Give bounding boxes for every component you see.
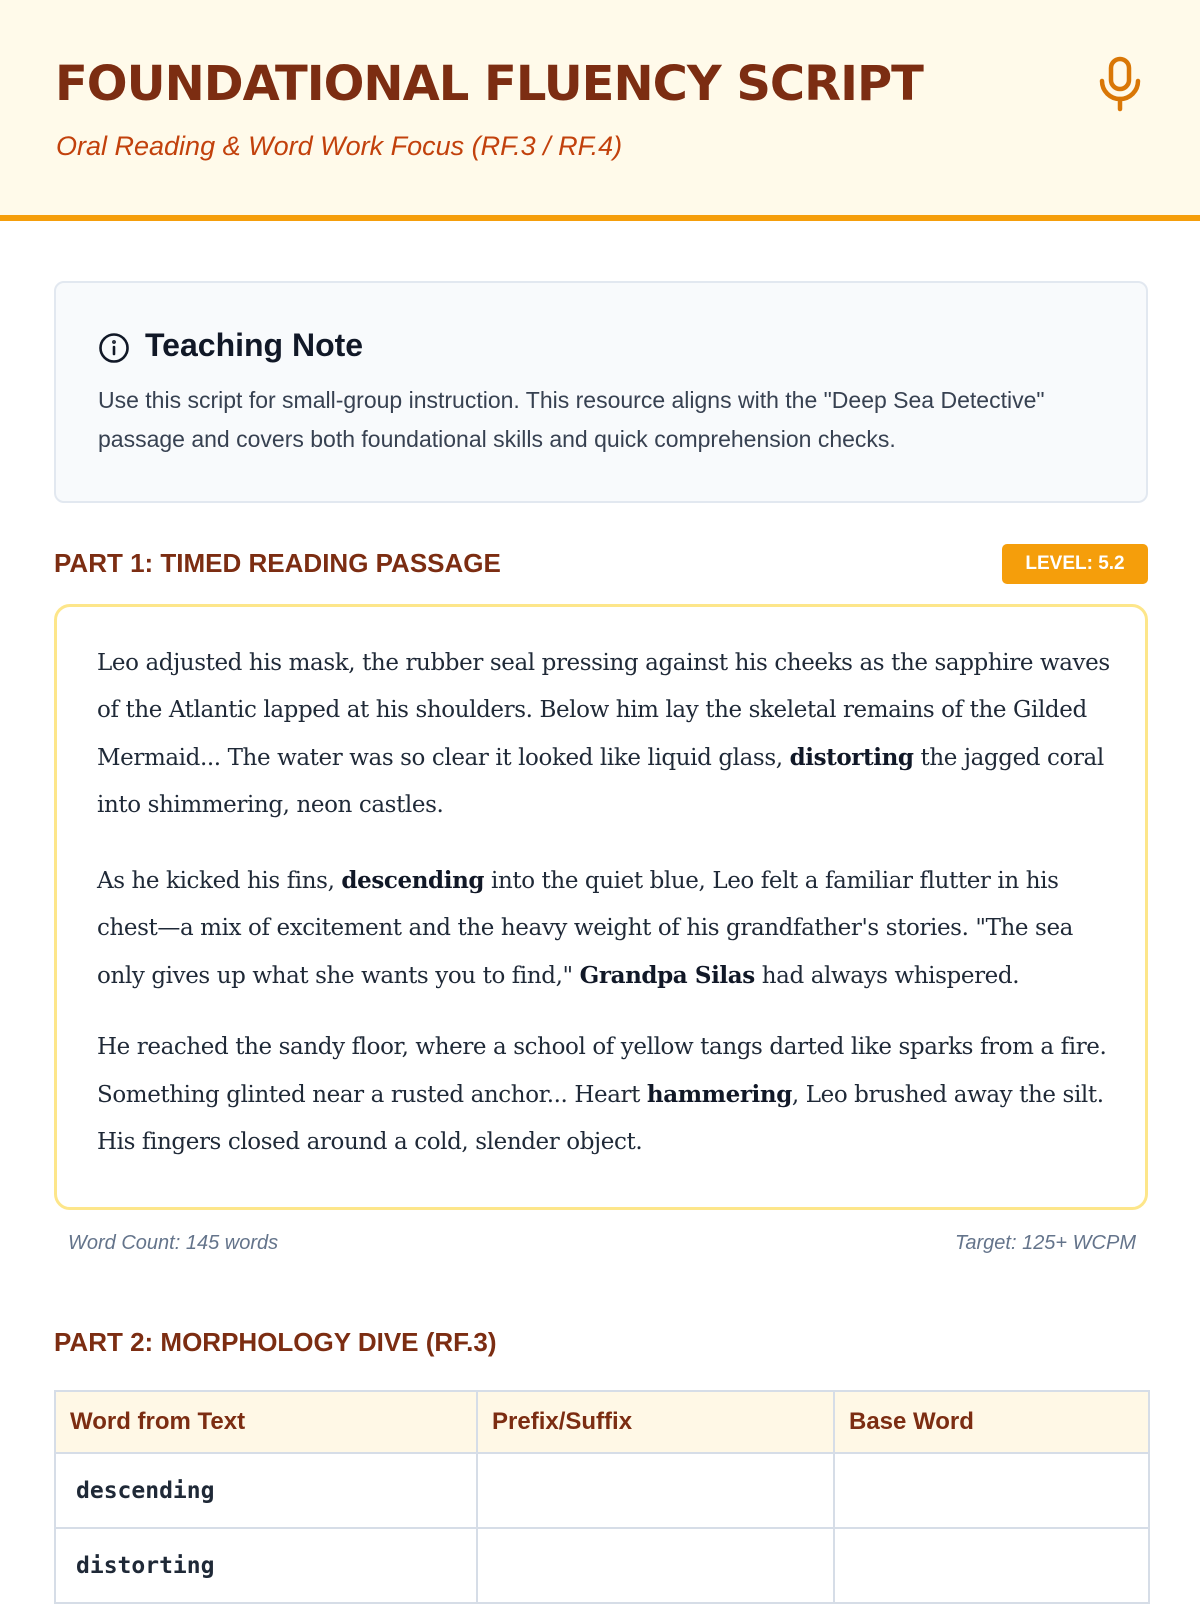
table-row (55, 1453, 1149, 1528)
table-cell-affix[interactable] (477, 1453, 834, 1528)
target-wcpm: Target: 125+ WCPM (954, 1232, 1136, 1254)
reading-passage (54, 604, 1148, 1210)
page-title: FOUNDATIONAL FLUENCY SCRIPT (55, 56, 923, 112)
character-name: Grandpa Silas (579, 962, 755, 989)
part1-title: PART 1: TIMED READING PASSAGE (54, 548, 501, 578)
column-header: Base Word (834, 1391, 1149, 1453)
microphone-icon[interactable] (1096, 56, 1144, 112)
word-count: Word Count: 145 words (68, 1232, 279, 1254)
table-row (55, 1528, 1149, 1603)
passage-paragraph: Leo adjusted his mask, the rubber seal pressing against his cheeks as the sapphire waves of the Atlantic lapped at his shoulders. Below him lay the skeletal remains of the Gilded Mermaid... The water was so clear it looked like liquid glass, distorting the jagged coral into shimmering, neon castles. (97, 650, 1110, 818)
table-cell-affix[interactable] (477, 1528, 834, 1603)
table-cell-word: descending (55, 1453, 477, 1528)
table-cell-word: distorting (55, 1528, 477, 1603)
table-cell-base[interactable] (834, 1453, 1149, 1528)
page-subtitle: Oral Reading & Word Work Focus (RF.3 / RF.4) (56, 131, 623, 161)
vocab-word: hammering (646, 1081, 792, 1108)
vocab-word: distorting (789, 744, 914, 771)
column-header: Word from Text (55, 1391, 477, 1453)
part2-title: PART 2: MORPHOLOGY DIVE (RF.3) (54, 1327, 497, 1357)
morphology-table (54, 1390, 1150, 1604)
table-header-row (55, 1391, 1149, 1453)
teaching-note-card (54, 281, 1148, 503)
teaching-note-body: Use this script for small-group instruction. This resource aligns with the "Deep Sea Detective" passage and covers both foundational skills and quick comprehension checks. (98, 387, 1045, 452)
table-cell-base[interactable] (834, 1528, 1149, 1603)
teaching-note-title: Teaching Note (145, 327, 364, 363)
level-badge: LEVEL: 5.2 (1002, 544, 1148, 584)
page-header (0, 0, 1200, 221)
passage-paragraph: He reached the sandy floor, where a school of yellow tangs darted like sparks from a fire. Something glinted near a rusted anchor... Heart hammering, Leo brushed away the silt. His fingers closed around a cold, slender object. (97, 1034, 1107, 1155)
passage-paragraph: As he kicked his fins, descending into the quiet blue, Leo felt a familiar flutter in his chest—a mix of excitement and the heavy weight of his grandfather's stories. "The sea only gives up what she wants you to find," Grandpa Silas had always whispered. (97, 867, 1073, 989)
vocab-word: descending (341, 867, 485, 894)
info-icon (98, 332, 130, 364)
column-header: Prefix/Suffix (477, 1391, 834, 1453)
